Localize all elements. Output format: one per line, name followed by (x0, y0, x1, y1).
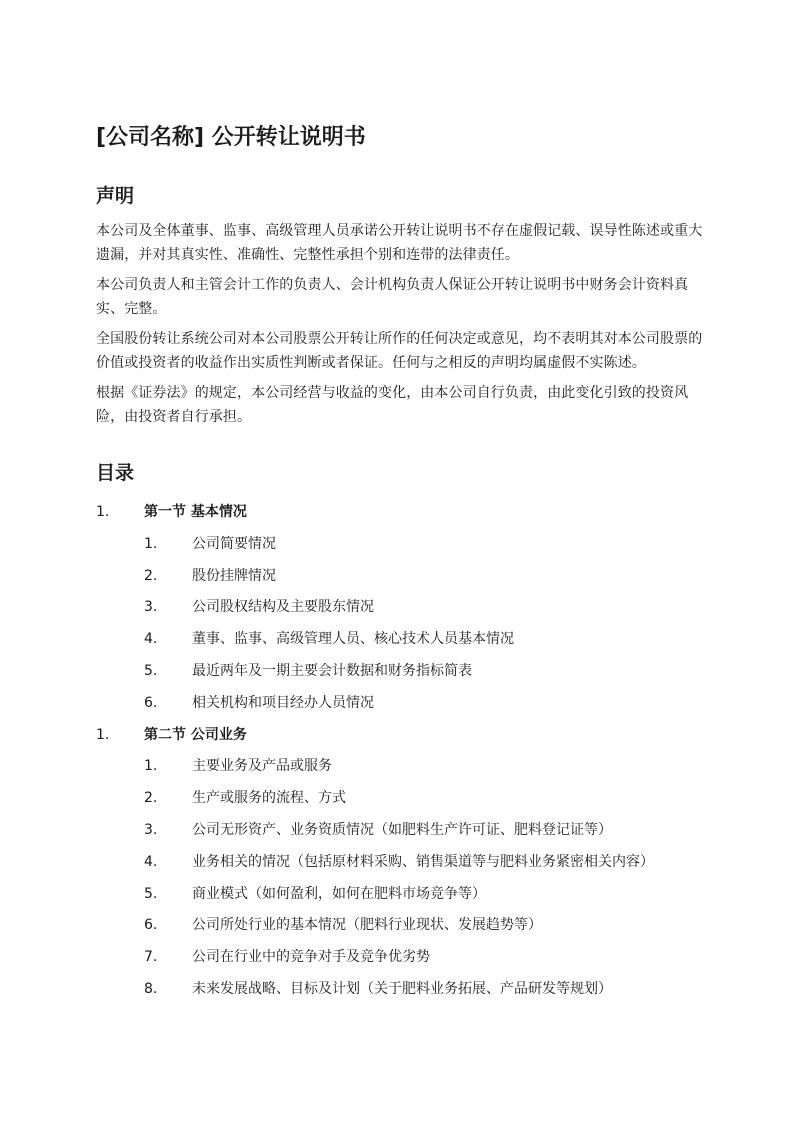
toc-item-title: 股份挂牌情况 (192, 567, 276, 584)
toc-item-title: 公司股权结构及主要股东情况 (192, 599, 374, 616)
declaration-paragraph: 本公司及全体董事、监事、高级管理人员承诺公开转让说明书不存在虚假记载、误导性陈述或重大遗漏，并对其真实性、准确性、完整性承担个别和连带的法律责任。 (96, 223, 703, 263)
toc-section[interactable] (96, 500, 706, 532)
toc-item-number: 1. (144, 535, 158, 552)
toc-item-title: 董事、监事、高级管理人员、核心技术人员基本情况 (192, 631, 514, 648)
toc-item[interactable] (96, 595, 706, 627)
toc-item[interactable] (96, 691, 706, 723)
toc-item-number: 6. (144, 917, 158, 934)
toc-item-number: 4. (144, 631, 158, 648)
toc-item-title: 公司无形资产、业务资质情况（如肥料生产许可证、肥料登记证等） (192, 821, 612, 838)
toc-item-title: 商业模式（如何盈利，如何在肥料市场竞争等） (192, 885, 486, 902)
toc-item-title: 公司简要情况 (192, 535, 276, 552)
toc-item[interactable] (96, 627, 706, 659)
table-of-contents (96, 500, 706, 1009)
toc-item[interactable] (96, 913, 706, 945)
toc-item-title: 相关机构和项目经办人员情况 (192, 694, 374, 711)
declaration-body (96, 220, 706, 436)
toc-item-number: 3. (144, 599, 158, 616)
toc-item[interactable] (96, 564, 706, 596)
toc-section-number: 1. (96, 504, 110, 520)
toc-section[interactable] (96, 723, 706, 755)
toc-item-number: 1. (144, 758, 158, 775)
document-title: [公司名称] 公开转让说明书 (96, 125, 366, 150)
toc-item[interactable] (96, 532, 706, 564)
toc-heading: 目录 (96, 462, 135, 484)
toc-item[interactable] (96, 882, 706, 914)
toc-item-number: 2. (144, 567, 158, 584)
toc-item[interactable] (96, 945, 706, 977)
toc-item-title: 最近两年及一期主要会计数据和财务指标简表 (192, 662, 472, 679)
toc-item-number: 4. (144, 853, 158, 870)
toc-item[interactable] (96, 818, 706, 850)
toc-item[interactable] (96, 754, 706, 786)
toc-section-title: 第一节 基本情况 (144, 504, 247, 520)
declaration-heading: 声明 (96, 185, 135, 207)
toc-item-number: 7. (144, 949, 158, 966)
toc-item-number: 3. (144, 821, 158, 838)
toc-item-number: 5. (144, 662, 158, 679)
toc-item-title: 公司在行业中的竞争对手及竞争优劣势 (192, 949, 430, 966)
toc-item[interactable] (96, 786, 706, 818)
toc-section-number: 1. (96, 726, 110, 743)
toc-item-number: 6. (144, 694, 158, 711)
toc-item[interactable] (96, 977, 706, 1009)
toc-item-number: 5. (144, 885, 158, 902)
toc-section-title: 第二节 公司业务 (144, 726, 247, 743)
toc-item-title: 主要业务及产品或服务 (192, 758, 332, 775)
declaration-paragraph: 全国股份转让系统公司对本公司股票公开转让所作的任何决定或意见，均不表明其对本公司股票的价值或投资者的收益作出实质性判断或者保证。任何与之相反的声明均属虚假不实陈述。 (96, 331, 703, 371)
toc-item-title: 公司所处行业的基本情况（肥料行业现状、发展趋势等） (192, 917, 542, 934)
toc-item-number: 2. (144, 790, 158, 807)
toc-item[interactable] (96, 659, 706, 691)
toc-item-title: 生产或服务的流程、方式 (192, 790, 346, 807)
toc-item-title: 业务相关的情况（包括原材料采购、销售渠道等与肥料业务紧密相关内容） (192, 853, 654, 870)
toc-item-title: 未来发展战略、目标及计划（关于肥料业务拓展、产品研发等规划） (192, 980, 612, 997)
declaration-paragraph: 本公司负责人和主管会计工作的负责人、会计机构负责人保证公开转让说明书中财务会计资料真实、完整。 (96, 277, 689, 317)
declaration-paragraph: 根据《证券法》的规定，本公司经营与收益的变化，由本公司自行负责，由此变化引致的投资风险，由投资者自行承担。 (96, 385, 689, 425)
toc-item-number: 8. (144, 980, 158, 997)
toc-item[interactable] (96, 850, 706, 882)
